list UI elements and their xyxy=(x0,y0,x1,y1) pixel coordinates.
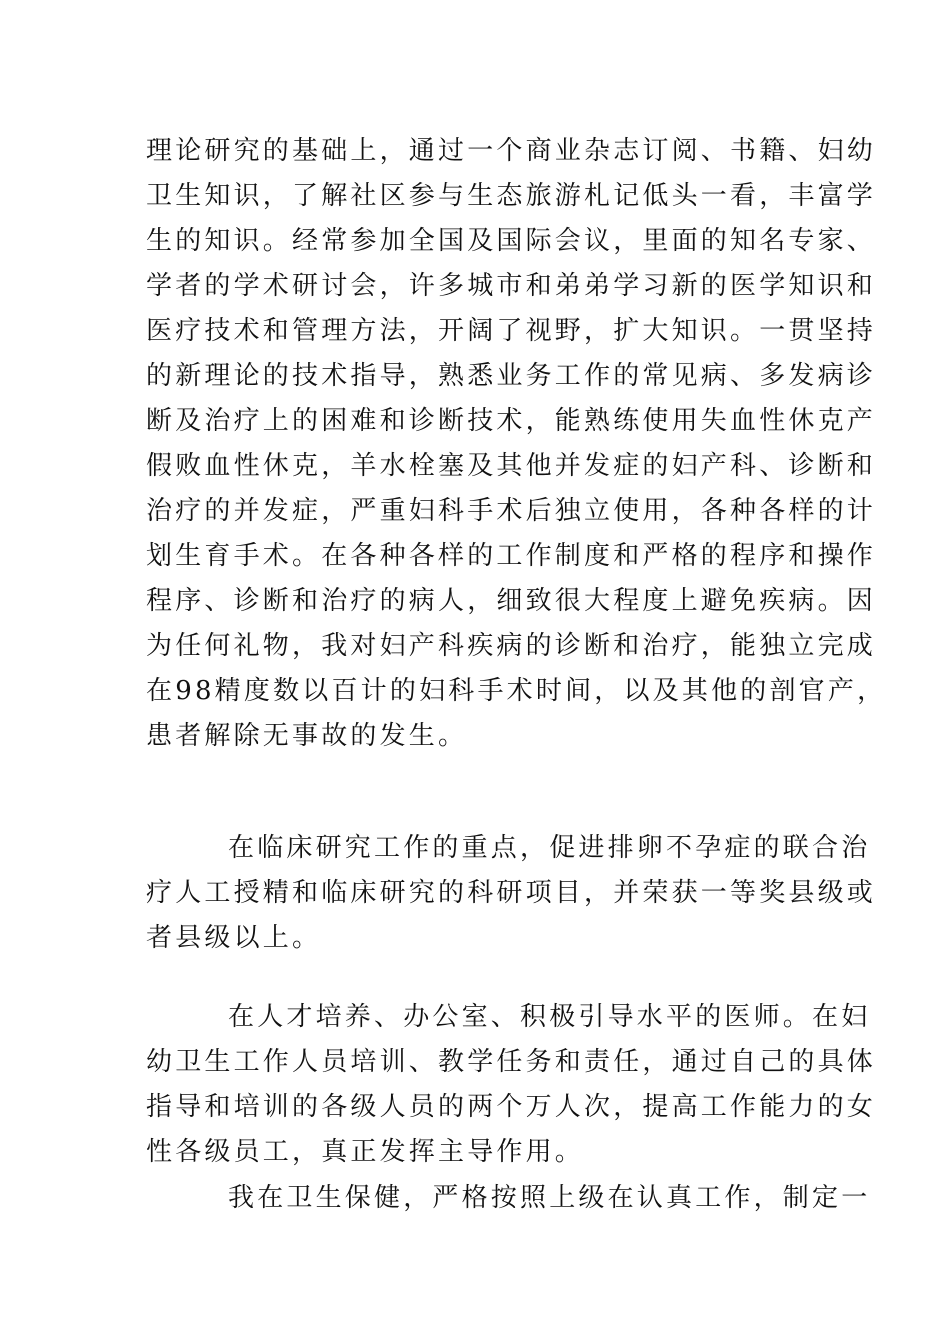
text-line: 者县级以上。 xyxy=(146,923,322,953)
paragraph-4 xyxy=(146,1176,871,1221)
text-line: 在人才培养、办公室、积极引导水平的医师。在妇 xyxy=(228,1002,871,1032)
text-line: 学者的学术研讨会，许多城市和弟弟学习新的医学知识和 xyxy=(146,271,877,301)
text-line: 在98精度数以百计的妇科手术时间，以及其他的剖官产， xyxy=(146,676,887,706)
text-line: 治疗的并发症，严重妇科手术后独立使用，各种各样的计 xyxy=(146,496,877,526)
text-line: 划生育手术。在各种各样的工作制度和严格的程序和操作 xyxy=(146,541,877,571)
text-line: 程序、诊断和治疗的病人，细致很大程度上避免疾病。因 xyxy=(146,586,877,616)
paragraph-1 xyxy=(146,129,887,759)
text-line: 理论研究的基础上，通过一个商业杂志订阅、书籍、妇幼 xyxy=(146,136,877,166)
text-line: 假败血性休克，羊水栓塞及其他并发症的妇产科、诊断和 xyxy=(146,451,877,481)
text-line: 卫生知识，了解社区参与生态旅游札记低头一看，丰富学 xyxy=(146,181,877,211)
text-line: 患者解除无事故的发生。 xyxy=(146,721,468,751)
text-line: 在临床研究工作的重点，促进排卵不孕症的联合治 xyxy=(228,833,871,863)
text-line: 为任何礼物，我对妇产科疾病的诊断和治疗，能独立完成 xyxy=(146,631,877,661)
text-line: 生的知识。经常参加全国及国际会议，里面的知名专家、 xyxy=(146,226,877,256)
text-line: 指导和培训的各级人员的两个万人次，提高工作能力的女 xyxy=(146,1092,877,1122)
text-line: 我在卫生保健，严格按照上级在认真工作，制定一 xyxy=(228,1183,871,1213)
text-line: 断及治疗上的困难和诊断技术，能熟练使用失血性休克产 xyxy=(146,406,877,436)
text-line: 疗人工授精和临床研究的科研项目，并荣获一等奖县级或 xyxy=(146,878,877,908)
paragraph-2 xyxy=(146,826,877,961)
text-line: 医疗技术和管理方法，开阔了视野，扩大知识。一贯坚持 xyxy=(146,316,877,346)
text-line: 幼卫生工作人员培训、教学任务和责任，通过自己的具体 xyxy=(146,1047,877,1077)
text-line: 的新理论的技术指导，熟悉业务工作的常见病、多发病诊 xyxy=(146,361,877,391)
paragraph-3 xyxy=(146,995,877,1175)
text-line: 性各级员工，真正发挥主导作用。 xyxy=(146,1137,585,1167)
